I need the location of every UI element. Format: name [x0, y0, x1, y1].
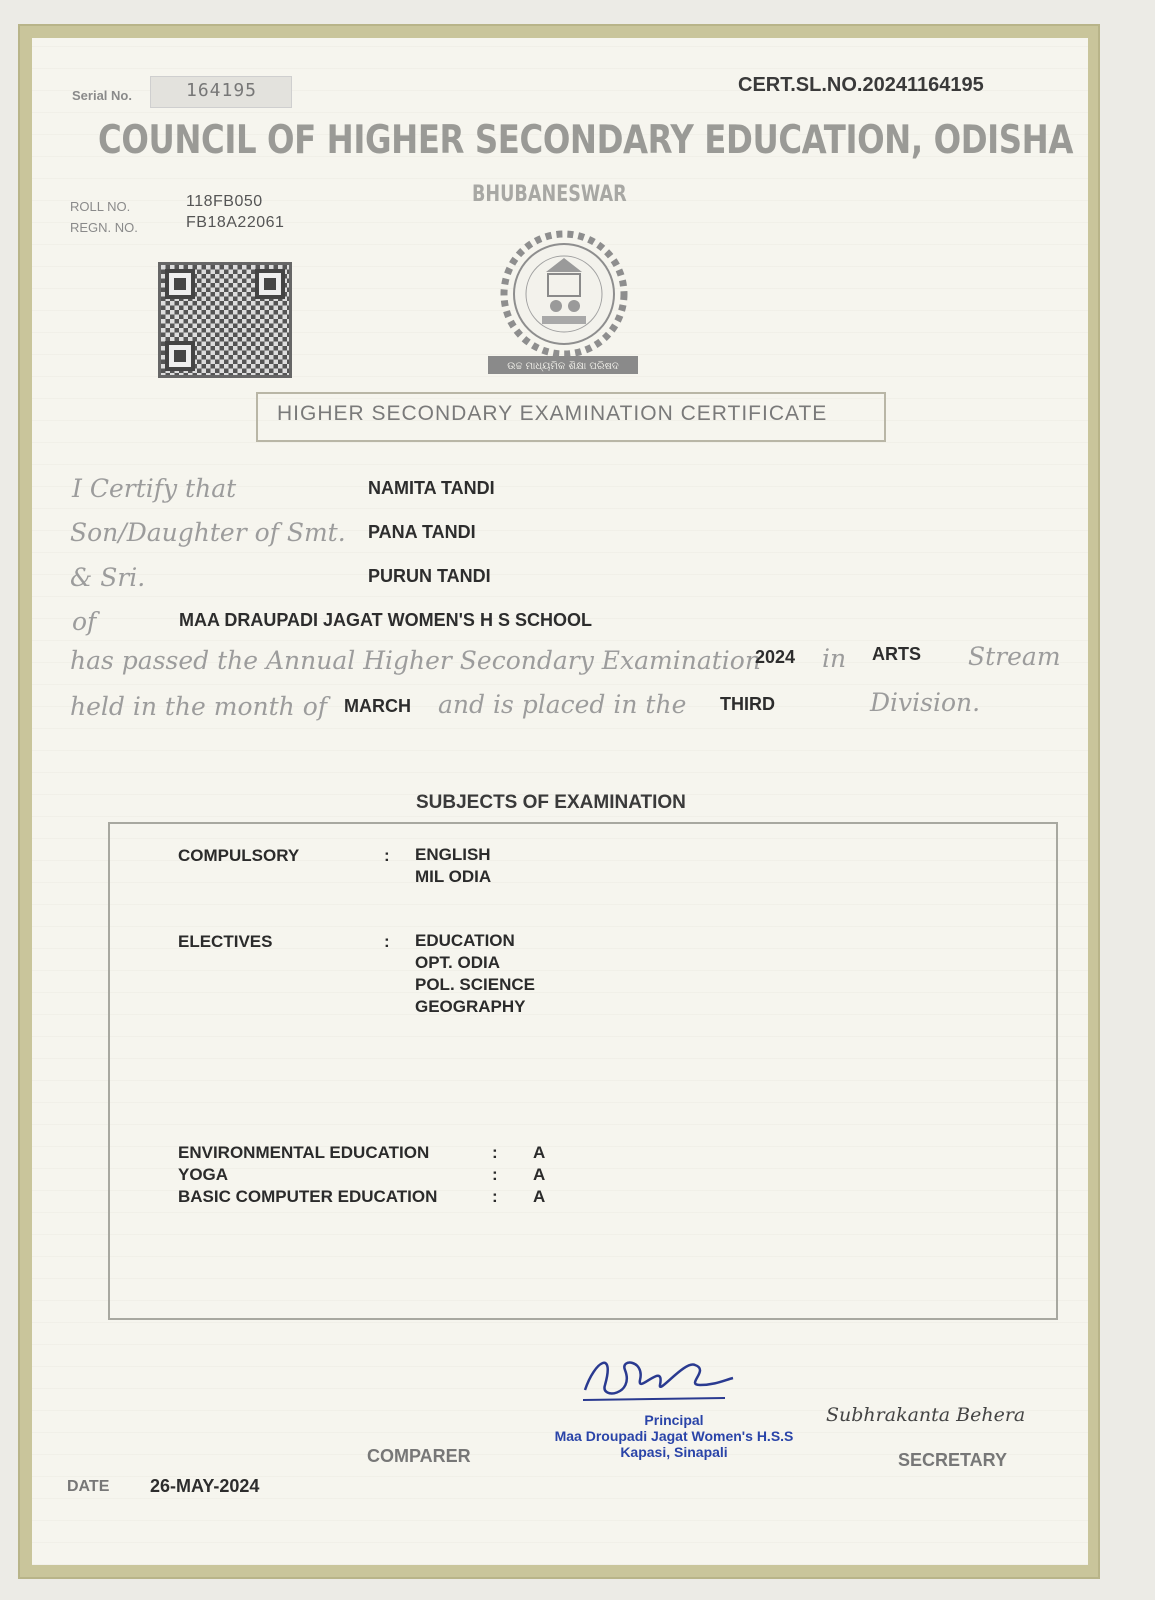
in-label: in [822, 644, 847, 673]
serial-no-value: 164195 [186, 80, 258, 101]
stamp-line: Principal [644, 1412, 704, 1428]
principal-stamp [534, 1412, 814, 1460]
principal-signature [575, 1340, 735, 1420]
school-name: MAA DRAUPADI JAGAT WOMEN'S H S SCHOOL [179, 610, 592, 630]
subject-item: POL. SCIENCE [415, 975, 535, 994]
comparer-label: COMPARER [367, 1446, 471, 1466]
serial-no-label: Serial No. [72, 88, 132, 103]
stamp-line: Maa Droupadi Jagat Women's H.S.S [554, 1428, 794, 1444]
grade-subject: ENVIRONMENTAL EDUCATION [178, 1143, 430, 1162]
subject-item: GEOGRAPHY [415, 997, 526, 1016]
grade-names [178, 1142, 437, 1208]
subject-item: ENGLISH [415, 845, 491, 864]
electives-colon: : [384, 932, 390, 951]
father-label: & Sri. [70, 563, 146, 592]
council-emblem-icon [486, 222, 646, 382]
compulsory-colon: : [384, 846, 390, 865]
stamp-line: Kapasi, Sinapali [620, 1444, 728, 1460]
secretary-label: SECRETARY [898, 1450, 1008, 1470]
grade-value: A [533, 1165, 546, 1184]
grade-value: A [533, 1143, 546, 1162]
compulsory-label: COMPULSORY [178, 846, 300, 865]
subject-item: OPT. ODIA [415, 953, 501, 972]
grade-subject: YOGA [178, 1165, 229, 1184]
mother-label: Son/Daughter of Smt. [70, 518, 346, 547]
qr-code-icon [158, 262, 292, 378]
grade-subject: BASIC COMPUTER EDUCATION [178, 1187, 438, 1206]
grade-colons [492, 1142, 498, 1208]
stream-value: ARTS [872, 644, 921, 664]
student-name: NAMITA TANDI [368, 478, 495, 498]
subjects-box [108, 822, 1058, 1320]
grade-value: A [533, 1187, 546, 1206]
compulsory-list [415, 844, 491, 888]
grade-colon: : [492, 1143, 498, 1162]
placed-label: and is placed in the [438, 690, 687, 719]
council-name: COUNCIL OF HIGHER SECONDARY EDUCATION, ODISHA [98, 118, 1074, 163]
regn-no-label: REGN. NO. [70, 220, 138, 235]
passed-label: has passed the Annual Higher Secondary Examination [70, 646, 761, 675]
emblem-caption: ଉଚ୍ଚ ମାଧ୍ୟମିକ ଶିକ୍ଷା ପରିଷଦ [507, 361, 619, 372]
grade-colon: : [492, 1187, 498, 1206]
stream-label: Stream [968, 642, 1061, 671]
secretary-signature: Subhrakanta Behera [826, 1404, 1026, 1426]
father-name: PURUN TANDI [368, 566, 491, 586]
division-label: Division. [870, 688, 981, 717]
council-city: BHUBANESWAR [472, 182, 627, 207]
cert-sl-no: CERT.SL.NO.20241164195 [738, 74, 984, 96]
regn-no-value: FB18A22061 [186, 214, 285, 231]
roll-no-value: 118FB050 [186, 193, 263, 210]
certify-label: I Certify that [72, 474, 237, 503]
grade-values [533, 1142, 545, 1208]
mother-name: PANA TANDI [368, 522, 476, 542]
date-label: DATE [67, 1478, 110, 1495]
held-label: held in the month of [70, 692, 328, 721]
exam-year: 2024 [755, 647, 796, 667]
date-value: 26-MAY-2024 [150, 1476, 260, 1496]
exam-month: MARCH [344, 696, 411, 716]
electives-label: ELECTIVES [178, 932, 273, 951]
grade-colon: : [492, 1165, 498, 1184]
division-value: THIRD [720, 694, 775, 714]
subjects-title: SUBJECTS OF EXAMINATION [416, 792, 686, 813]
of-label: of [72, 607, 97, 636]
certificate-title: HIGHER SECONDARY EXAMINATION CERTIFICATE [277, 402, 828, 425]
roll-no-label: ROLL NO. [70, 199, 131, 214]
subject-item: MIL ODIA [415, 867, 492, 886]
subject-item: EDUCATION [415, 931, 515, 950]
electives-list [415, 930, 535, 1018]
